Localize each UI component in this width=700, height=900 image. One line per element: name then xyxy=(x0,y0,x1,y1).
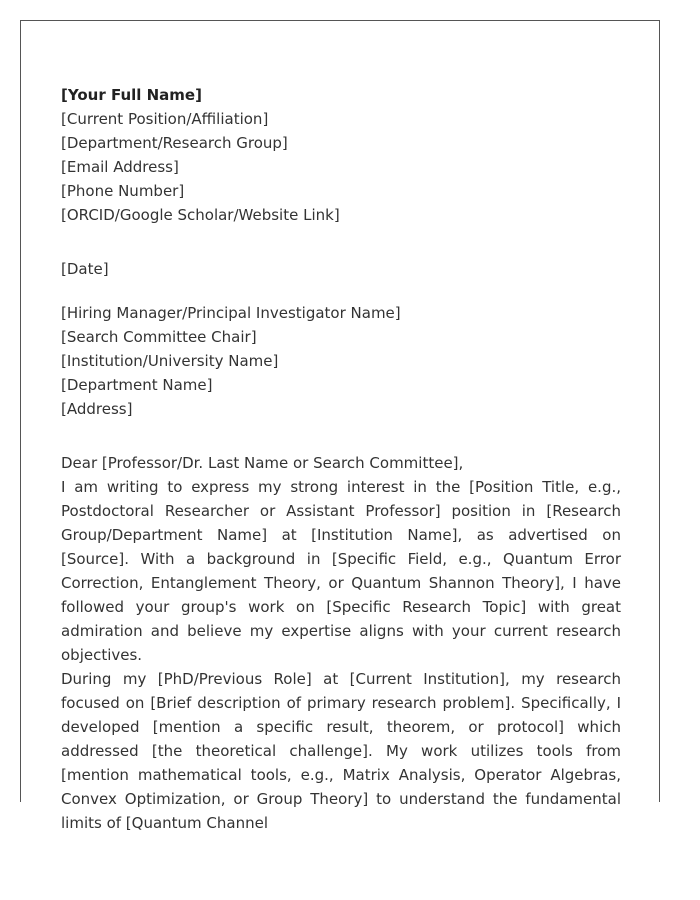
paragraph-research: During my [PhD/Previous Role] at [Current Institution], my research focused on [Brief description of primary research problem]. Specifically, I developed [mention a specific result, theorem, or protocol] which addressed [the theoretical challenge]. My work utilizes tools from [mention mathematical tools, e.g., Matrix Analysis, Operator Algebras, Convex Optimization, or Group Theory] to understand the fundamental limits of [Quantum Channel xyxy=(61,670,621,832)
sender-name: [Your Full Name] xyxy=(61,86,202,104)
sender-block xyxy=(61,83,621,227)
paragraph-intro: I am writing to express my strong interest in the [Position Title, e.g., Postdoctoral Researcher or Assistant Professor] position in [Research Group/Department Name] at [Institution Name], as advertised on [Source]. With a background in [Specific Field, e.g., Quantum Error Correction, Entanglement Theory, or Quantum Shannon Theory], I have followed your group's work on [Specific Research Topic] with great admiration and believe my expertise aligns with your current research objectives. xyxy=(61,478,621,664)
recipient-institution: [Institution/University Name] xyxy=(61,352,279,370)
document-page xyxy=(20,20,660,832)
recipient-block xyxy=(61,301,621,421)
letter-date: [Date] xyxy=(61,260,109,278)
sender-department: [Department/Research Group] xyxy=(61,134,288,152)
sender-link: [ORCID/Google Scholar/Website Link] xyxy=(61,206,340,224)
sender-phone: [Phone Number] xyxy=(61,182,185,200)
recipient-name: [Hiring Manager/Principal Investigator Name] xyxy=(61,304,401,322)
salutation: Dear [Professor/Dr. Last Name or Search Committee], xyxy=(61,454,464,472)
salutation-block xyxy=(61,451,621,475)
recipient-department: [Department Name] xyxy=(61,376,213,394)
letter-body xyxy=(61,83,621,835)
sender-email: [Email Address] xyxy=(61,158,179,176)
date-block xyxy=(61,257,621,281)
sender-position: [Current Position/Affiliation] xyxy=(61,110,269,128)
recipient-address: [Address] xyxy=(61,400,133,418)
recipient-chair: [Search Committee Chair] xyxy=(61,328,257,346)
